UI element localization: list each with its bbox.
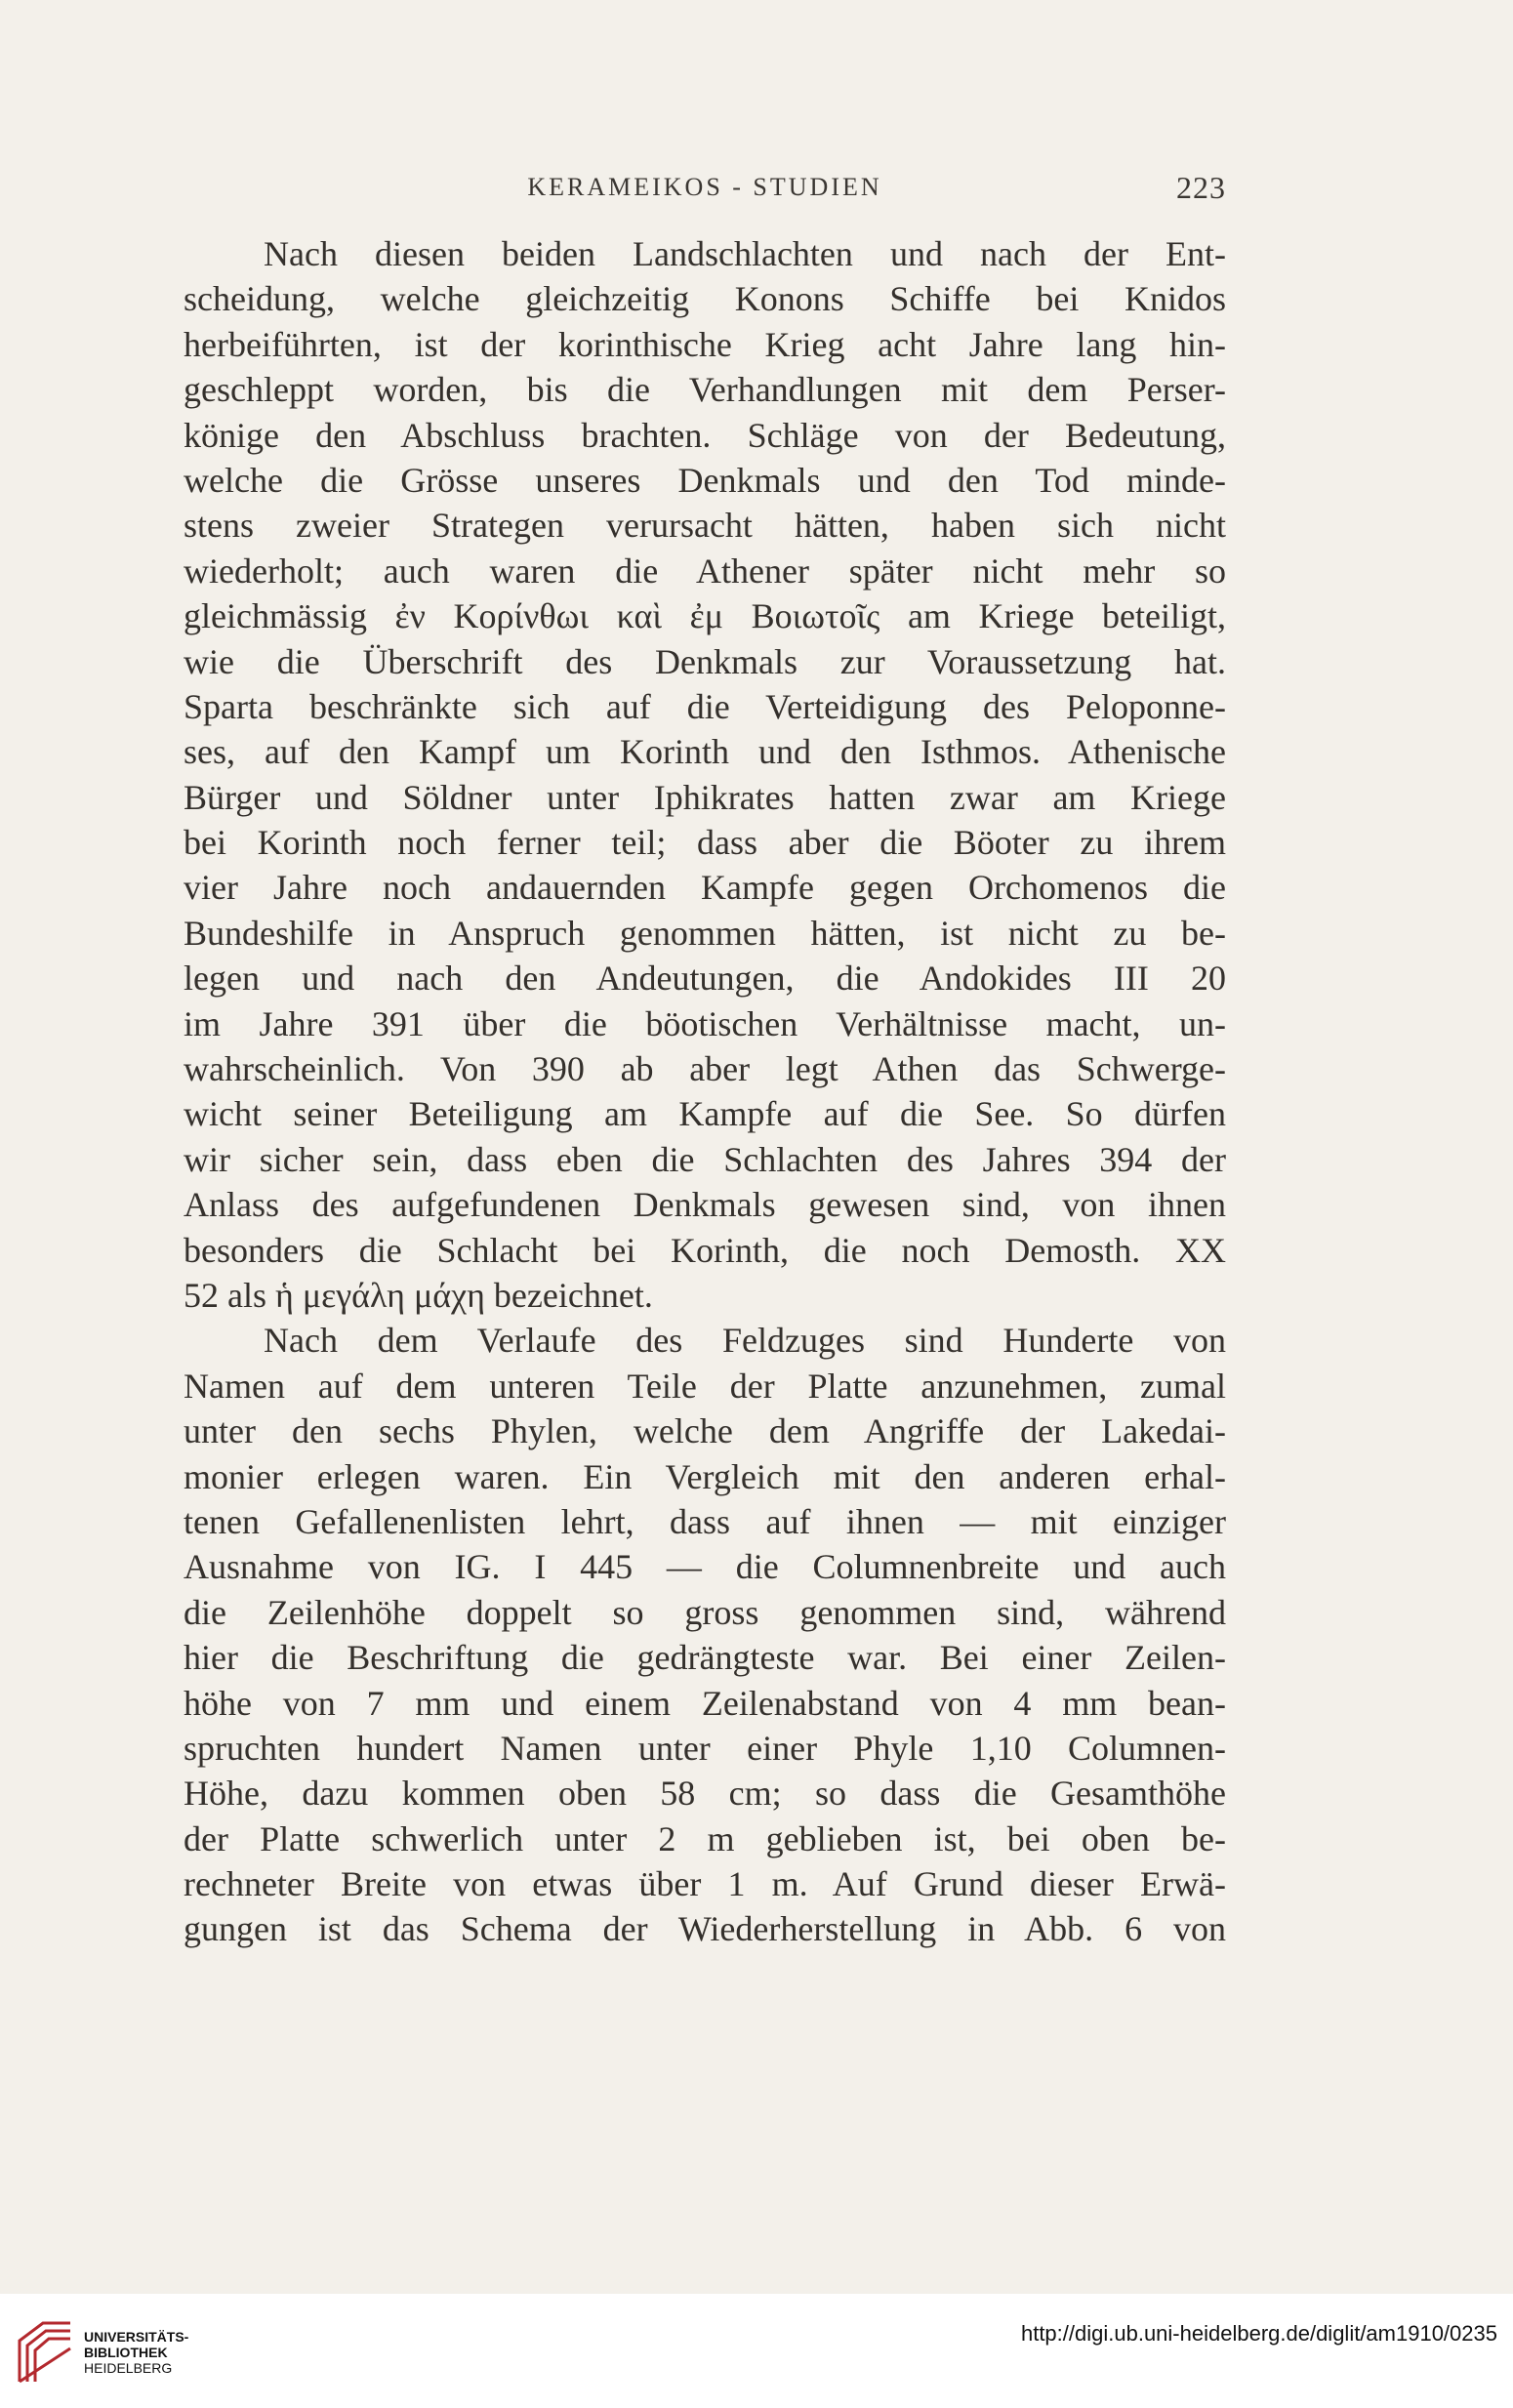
text-line: Bürger und Söldner unter Iphikrates hatten zwar am Kriege xyxy=(184,777,1226,817)
text-line: rechneter Breite von etwas über 1 m. Auf Grund dieser Erwä- xyxy=(184,1864,1226,1904)
text-line: herbeiführten, ist der korinthische Krieg acht Jahre lang hin- xyxy=(184,324,1226,364)
text-line: gleichmässig ἐν Κορίνθωι καὶ ἐμ Βοιωτοῖς am Kriege beteiligt, xyxy=(184,596,1226,636)
text-line: ses, auf den Kampf um Korinth und den Isthmos. Athenische xyxy=(184,732,1226,772)
text-line: wahrscheinlich. Von 390 ab aber legt Athen das Schwerge- xyxy=(184,1049,1226,1089)
running-title: KERAMEIKOS - STUDIEN xyxy=(527,173,882,201)
text-line: wiederholt; auch waren die Athener später nicht mehr so xyxy=(184,551,1226,591)
text-line: könige den Abschluss brachten. Schläge von der Bedeutung, xyxy=(184,415,1226,455)
text-line: geschleppt worden, bis die Verhandlungen mit dem Perser- xyxy=(184,370,1226,410)
text-line: wir sicher sein, dass eben die Schlachten des Jahres 394 der xyxy=(184,1139,1226,1179)
text-line: Namen auf dem unteren Teile der Platte anzunehmen, zumal xyxy=(184,1366,1226,1406)
text-line: 52 als ἡ μεγάλη μάχη bezeichnet. xyxy=(184,1275,653,1315)
text-line: welche die Grösse unseres Denkmals und den Tod minde- xyxy=(184,460,1226,500)
text-line: gungen ist das Schema der Wiederherstellung in Abb. 6 von xyxy=(184,1909,1226,1949)
text-line: spruchten hundert Namen unter einer Phyle 1,10 Columnen- xyxy=(184,1728,1226,1768)
footer-bar xyxy=(0,2294,1513,2408)
library-name-line: BIBLIOTHEK xyxy=(84,2345,168,2360)
library-logo-icon xyxy=(16,2319,74,2384)
source-url-link[interactable]: http://digi.ub.uni-heidelberg.de/diglit/am1910/0235 xyxy=(1020,2321,1497,2346)
text-line: Nach diesen beiden Landschlachten und nach der Ent- xyxy=(264,234,1226,273)
library-name-line: UNIVERSITÄTS- xyxy=(84,2329,189,2345)
text-line: stens zweier Strategen verursacht hätten, haben sich nicht xyxy=(184,506,1226,546)
text-line: tenen Gefallenenlisten lehrt, dass auf ihnen — mit einziger xyxy=(184,1501,1226,1541)
text-line: höhe von 7 mm und einem Zeilenabstand von 4 mm bean- xyxy=(184,1683,1226,1723)
text-line: Ausnahme von IG. I 445 — die Columnenbreite und auch xyxy=(184,1547,1226,1587)
text-line: bei Korinth noch ferner teil; dass aber die Böoter zu ihrem xyxy=(184,823,1226,863)
text-line: wicht seiner Beteiligung am Kampfe auf die See. So dürfen xyxy=(184,1094,1226,1134)
page-number: 223 xyxy=(1176,170,1226,205)
text-line: Anlass des aufgefundenen Denkmals gewesen sind, von ihnen xyxy=(184,1185,1226,1225)
text-line: besonders die Schlacht bei Korinth, die noch Demosth. XX xyxy=(184,1230,1226,1270)
page-header xyxy=(184,168,1226,207)
text-line: hier die Beschriftung die gedrängteste war. Bei einer Zeilen- xyxy=(184,1638,1226,1678)
text-line: Bundeshilfe in Anspruch genommen hätten, ist nicht zu be- xyxy=(184,913,1226,953)
library-name-line: HEIDELBERG xyxy=(84,2360,173,2376)
text-line: monier erlegen waren. Ein Vergleich mit den anderen erhal- xyxy=(184,1456,1226,1496)
text-line: wie die Überschrift des Denkmals zur Voraussetzung hat. xyxy=(184,641,1226,681)
text-line: vier Jahre noch andauernden Kampfe gegen Orchomenos die xyxy=(184,868,1226,908)
text-line: unter den sechs Phylen, welche dem Angriffe der Lakedai- xyxy=(184,1411,1226,1451)
library-name xyxy=(84,2329,188,2376)
text-line: Höhe, dazu kommen oben 58 cm; so dass die Gesamthöhe xyxy=(184,1774,1226,1814)
text-line: im Jahre 391 über die böotischen Verhältnisse macht, un- xyxy=(184,1003,1226,1043)
text-line: die Zeilenhöhe doppelt so gross genommen sind, während xyxy=(184,1592,1226,1632)
text-line: Sparta beschränkte sich auf die Verteidigung des Peloponne- xyxy=(184,686,1226,726)
text-line: der Platte schwerlich unter 2 m geblieben ist, bei oben be- xyxy=(184,1818,1226,1858)
text-line: Nach dem Verlaufe des Feldzuges sind Hunderte von xyxy=(264,1321,1226,1361)
body-text xyxy=(184,231,1226,1952)
text-line: scheidung, welche gleichzeitig Konons Schiffe bei Knidos xyxy=(184,279,1226,319)
text-line: legen und nach den Andeutungen, die Andokides III 20 xyxy=(184,959,1226,999)
